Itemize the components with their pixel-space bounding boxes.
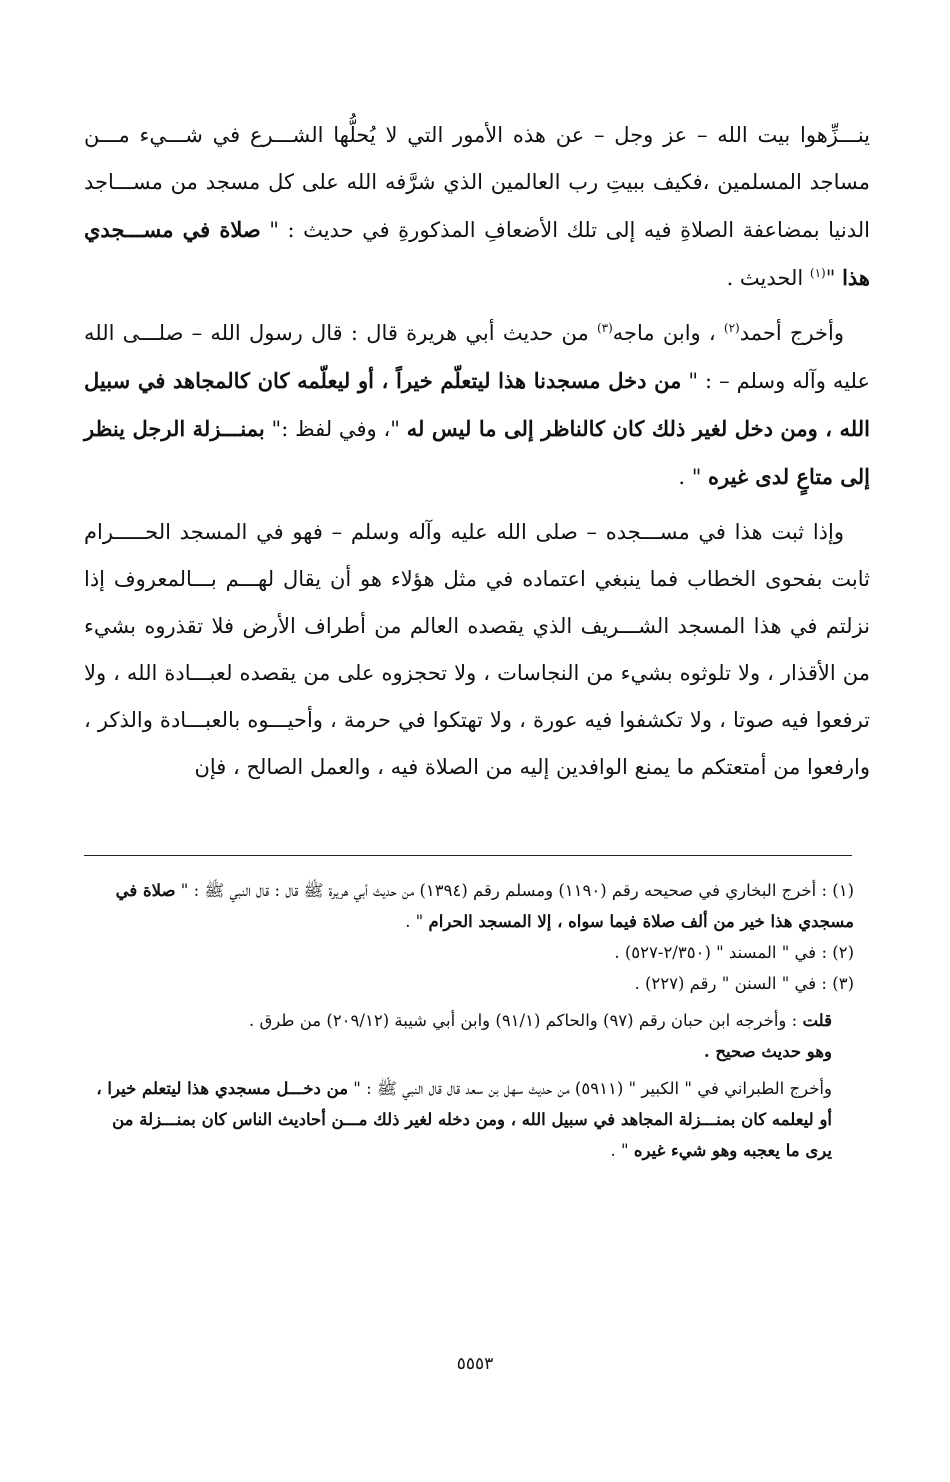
paragraph-1 — [84, 112, 870, 302]
note-qult — [84, 1005, 854, 1036]
footnote-ref-3: (٣) — [596, 321, 613, 335]
paragraph-2-text-4: "، وفي لفظ :" — [264, 417, 407, 441]
tabarani-text: وأخرج الطبراني في " الكبير " (٥٩١١) من حديث سهل بن سعد قال قال النبي ﷺ : " — [348, 1079, 832, 1098]
hadith-quote-bold-2: من دخل مسجدنا هذا ليتعلّم خيراً ، أو ليعلّمه كان كالمجاهد في سبيل الله ، ومن دخل لغير ذلك كان كالناظر إلى ما ليس له — [84, 368, 870, 441]
footnote-1-text: (١) : أخرج البخاري في صحيحه رقم (١١٩٠) ومسلم رقم (١٣٩٤) من حديث أبي هريرة ﷺ قال : قال النبي ﷺ : " — [175, 881, 854, 900]
paragraph-2-text-2: ، وابن ماجه — [612, 321, 724, 345]
footnote-1 — [84, 875, 854, 937]
note-sahih — [84, 1036, 854, 1067]
paragraph-1-end: الحديث . — [726, 266, 810, 290]
main-text — [84, 112, 870, 791]
paragraph-3: وإذا ثبت هذا في مســـجده – صلى الله عليه وآله وسلم – فهو في المسجد الحـــــرام ثابت بفحوى الخطاب فما ينبغي اعتماده في مثل هؤلاء هو أن يقال لهـــم بـــالمعروف إذا نزلتم في هذا المسجد الشـــريف الذي يقصده العالم من أطراف الأرض فلا تقذروه بشيء من الأقذار ، ولا تلوثوه بشيء من النجاسات ، ولا تحجزوه على من يقصده لعبـــادة الله ، ولا ترفعوا فيه صوتا ، ولا تكشفوا فيه عورة ، ولا تهتكوا في حرمة ، وأحيـــوه بالعبـــادة والذكر ، وارفعوا من أمتعتكم ما يمنع الوافدين إليه من الصلاة فيه ، والعمل الصالح ، فإن — [84, 520, 870, 779]
footnote-1-bold: صلاة في مسجدي هذا خير من ألف صلاة فيما سواه ، إلا المسجد الحرام — [115, 881, 854, 931]
paragraph-2-text-5: " . — [678, 465, 709, 489]
paragraph-1-text: ينـــزِّهوا بيت الله – عز وجل – عن هذه الأمور التي لا يُحلُّها الشـــرع في شـــيء مـــن مساجد المسلمين ،فكيف ببيتِ رب العالمين الذي شرَّفه الله على كل مسجد من مســـاجد الدنيا بمضاعفة الصلاةِ فيه إلى تلك الأضعافِ المذكورةِ في حديث : " — [84, 123, 870, 242]
paragraph-2-text-1: وأخرج أحمد — [739, 321, 844, 345]
footnote-3: (٣) : في " السنن " رقم (٢٢٧) . — [634, 974, 854, 993]
footnote-1-end: " . — [405, 912, 429, 931]
footnote-ref-1: (١) — [809, 266, 826, 280]
tabarani-end: " . — [610, 1141, 634, 1160]
footnote-divider — [84, 855, 852, 856]
note-tabarani — [84, 1073, 854, 1166]
footnotes — [84, 875, 854, 1166]
page-number: ٥٥٥٣ — [456, 1354, 494, 1374]
footnote-2: (٢) : في " المسند " (٢/٣٥٠-٥٢٧) . — [614, 943, 854, 962]
hadith-quote-bold: صلاة في مســـجدي هذا — [84, 217, 870, 290]
qult-text: : وأخرجه ابن حبان رقم (٩٧) والحاكم (٩١/١) وابن أبي شيبة (٢٠٩/١٢) من طرق . — [248, 1011, 803, 1030]
qult-label: قلت — [802, 1011, 832, 1030]
paragraph-2-text-3: من حديث أبي هريرة قال : قال رسول الله – صلـــى الله عليه وآله وسلم – : " — [84, 321, 870, 393]
sahih-text: وهو حديث صحيح . — [703, 1042, 832, 1061]
tabarani-bold: من دخـــل مسجدي هذا ليتعلم خيرا ، أو ليعلمه كان بمنـــزلة المجاهد في سبيل الله ، ومن دخله لغير ذلك مـــن أحاديث الناس كان بمنـــزلة من يرى ما يعجبه وهو شيء غيره — [96, 1079, 832, 1160]
paragraph-2 — [84, 310, 870, 501]
footnote-ref-2: (٢) — [723, 321, 740, 335]
quote-close: " — [825, 266, 836, 290]
hadith-quote-bold-3: بمنـــزلة الرجل ينظر إلى متاعٍ لدى غيره — [84, 416, 870, 489]
